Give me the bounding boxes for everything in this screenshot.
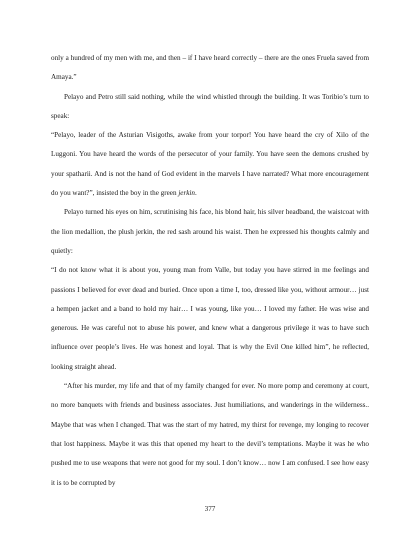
text-run: “Pelayo, leader of the Asturian Visigoths, awake from your torpor! You have heard the cry of Xilo of the Luggoni. You have heard the words of the persecutor of your family. You have seen the demons crushed by your spatharii. And is not the hand of God evident in the marvels I have narrated? What more encouragement do you want?”, insisted the boy in the green [51,131,369,198]
text-run: “I do not know what it is about you, young man from Valle, but today you have stirred in me feelings and passions I believed for ever dead and buried. Once upon a time I, too, dressed like you, without armour… just a hempen jacket and a band to hold my hair… I was young, like you… I loved my father. He was wise and generous. He was careful not to abuse his power, and knew what a dangerous privilege it was to have such influence over people’s lives. He was honest and loyal. That is why the Evil One killed him”, he reflected, looking straight ahead. [51,266,369,371]
text-run: only a hundred of my men with me, and then – if I have heard correctly – there are the ones Fruela saved from Amaya.” [51,54,369,82]
paragraph [51,261,369,377]
paragraph [51,126,369,203]
paragraph [51,88,369,127]
italic-word: jerkin [178,189,195,198]
text-run: “After his murder, my life and that of my family changed for ever. No more pomp and ceremony at court, no more banquets with friends and business associates. Just humiliations, and wanderings in the wilderness.. Maybe that was when I changed. That was the start of my hatred, my thirst for revenge, my longing to recover that lost happiness. Maybe it was this that opened my heart to the devil’s temptations. Maybe it was he who pushed me to use weapons that were not good for my soul. I don’t know… now I am confused. I see how easy it is to be corrupted by [51,382,369,487]
text-run: Pelayo turned his eyes on him, scrutinising his face, his blond hair, his silver headband, the waistcoat with the lion medallion, the plush jerkin, the red sash around his waist. Then he expressed his thoughts calmly and quietly: [51,208,369,255]
paragraph [51,377,369,493]
text-run: Pelayo and Petro still said nothing, while the wind whistled through the building. It was Toribio’s turn to speak: [51,92,369,120]
paragraph [51,203,369,261]
text-run: . [194,189,197,198]
page-number: 377 [204,505,216,513]
body-text [51,49,369,493]
paragraph [51,49,369,88]
